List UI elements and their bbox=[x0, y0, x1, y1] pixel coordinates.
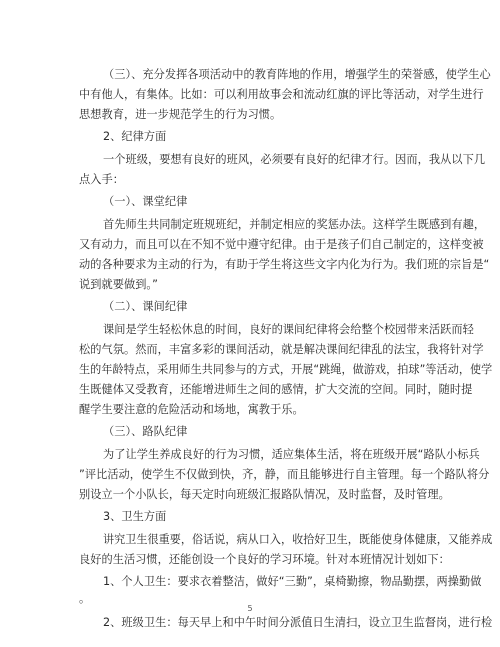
text-line: 讲究卫生很重要，俗话说，病从口入，收拾好卫生，既能使身体健康，又能养成 bbox=[103, 533, 493, 546]
text-line: 点入手： bbox=[79, 173, 124, 186]
section-heading: 3、卫生方面 bbox=[103, 510, 167, 523]
text-line: 。 bbox=[79, 592, 91, 605]
text-line: （三）、充分发挥各项活动中的教育阵地的作用，增强学生的荣誉感，使学生心 bbox=[103, 68, 491, 81]
text-line: 中有他人，有集体。比如：可以利用故事会和流动红旗的评比等活动，对学生进行 bbox=[79, 88, 484, 101]
text-line: 2、班级卫生：每天早上和中午时间分派值日生清扫，设立卫生监督岗，进行检 bbox=[103, 616, 493, 629]
subsection-heading: （二）、课间纪律 bbox=[103, 300, 188, 313]
subsection-heading: （一）、课堂纪律 bbox=[103, 195, 188, 208]
text-line: 课间是学生轻松休息的时间，良好的课间纪律将会给整个校园带来活跃而轻 bbox=[103, 323, 474, 336]
section-heading: 2、纪律方面 bbox=[103, 130, 167, 143]
text-line: 一个班级，要想有良好的班风，必须要有良好的纪律才行。因而，我从以下几 bbox=[103, 153, 486, 166]
text-line: 1、个人卫生：要求衣着整洁，做好“三勤”，桌椅勤擦，物品勤摆，两操勤做 bbox=[103, 575, 482, 588]
text-line: 别设立一个小队长，每天定时向班级汇报路队情况，及时监督，及时管理。 bbox=[79, 488, 450, 501]
page-number: 5 bbox=[247, 604, 253, 613]
text-line: 为了让学生养成良好的行为习惯，适应集体生活，将在班级开展“路队小标兵 bbox=[103, 448, 480, 461]
text-line: 良好的生活习惯，还能创设一个良好的学习环境。针对本班情况计划如下： bbox=[79, 553, 450, 566]
subsection-heading: （三）、路队纪律 bbox=[103, 425, 188, 438]
text-line: 生既健体又受教育，还能增进师生之间的感情，扩大交流的空间。同时，随时提 bbox=[79, 383, 473, 396]
text-line: 又有动力，而且可以在不知不觉中遵守纪律。由于是孩子们自己制定的，这样变被 bbox=[79, 238, 484, 251]
text-line: 松的气氛。然而，丰富多彩的课间活动，就是解决课间纪律乱的法宝，我将针对学 bbox=[79, 343, 484, 356]
text-line: ”评比活动，使学生不仅做到快，齐，静，而且能够进行自主管理。每一个路队将分 bbox=[79, 468, 490, 481]
text-line: 生的年龄特点，采用师生共同参与的方式，开展“跳绳，做游戏，拍球”等活动，使学 bbox=[79, 363, 493, 376]
text-line: 思想教育，进一步规范学生的行为习惯。 bbox=[79, 108, 282, 121]
text-line: 动的各种要求为主动的行为，有助于学生将这些文字内化为行为。我们班的宗旨是“ bbox=[79, 258, 490, 271]
text-line: 醒学生要注意的危险活动和场地，寓教于乐。 bbox=[79, 403, 304, 416]
text-line: 说到就要做到。” bbox=[79, 278, 158, 291]
text-line: 首先师生共同制定班规班纪，并制定相应的奖惩办法。这样学生既感到有趣， bbox=[103, 218, 486, 231]
